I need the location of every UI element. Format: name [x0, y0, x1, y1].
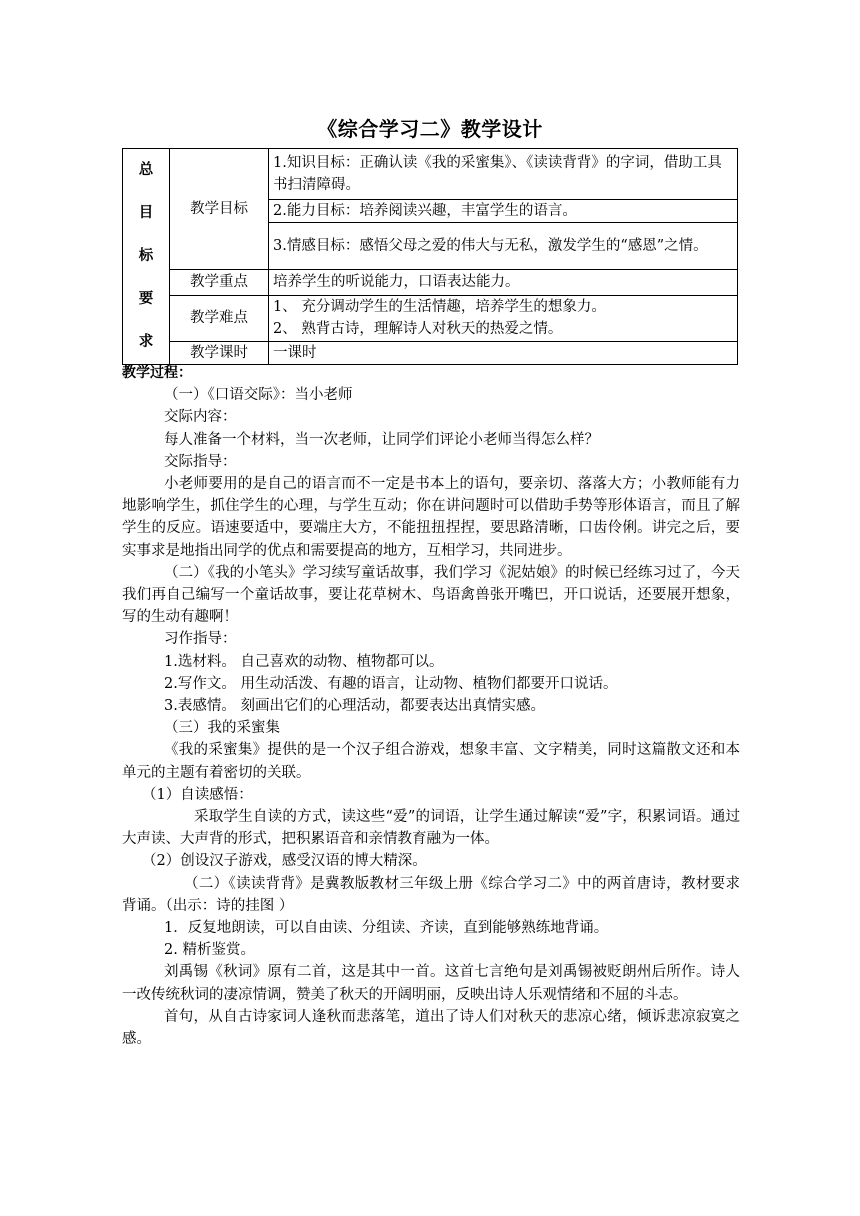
- hours-label: 教学课时: [170, 341, 269, 364]
- side-char: 要: [138, 291, 154, 307]
- document-title: 《综合学习二》教学设计: [317, 117, 543, 141]
- paragraph: 刘禹锡《秋词》原有二首，这是其中一首。这首七言绝句是刘禹锡被贬朗州后所作。诗人一改传统秋词的凄凉情调，赞美了秋天的开阔明丽，反映出诗人乐观情绪和不屈的斗志。: [122, 964, 740, 1003]
- focus-text: 培养学生的听说能力，口语表达能力。: [269, 270, 738, 295]
- list-item: 1.选材料。 自己喜欢的动物、植物都可以。: [164, 653, 444, 670]
- paragraph: 首句，从自古诗家词人逢秋而悲落笔，道出了诗人们对秋天的悲凉心绪，倾诉悲凉寂寞之感。: [122, 1008, 740, 1048]
- sub-label: 交际内容：: [164, 409, 237, 426]
- goal-item: 2.能力目标：培养阅读兴趣，丰富学生的语言。: [269, 199, 738, 222]
- sub-label: （2）创设汉子游戏，感受汉语的博大精深。: [142, 853, 427, 870]
- list-item: 3.表感情。 刻画出它们的心理活动，都要表达出真情实感。: [164, 698, 545, 715]
- document-body: [122, 362, 740, 1050]
- side-char: 目: [138, 205, 154, 221]
- goal-item: 1.知识目标：正确认读《我的采蜜集》、《读读背背》的字词，借助工具书扫清障碍。: [269, 149, 738, 200]
- sub-label: 习作指导：: [164, 631, 237, 648]
- paragraph: （二）《我的小笔头》学习续写童话故事，我们学习《泥姑娘》的时候已经练习过了，今天我们再自己编写一个童话故事，要让花草树木、鸟语禽兽张开嘴巴，开口说话，还要展开想象，写的生动有趣啊！: [122, 564, 740, 626]
- difficulty-item: 2、 熟背古诗，理解诗人对秋天的热爱之情。: [273, 321, 563, 338]
- difficulty-item: 1、 充分调动学生的生活情趣，培养学生的想象力。: [273, 299, 606, 316]
- side-label-cell: [123, 149, 170, 365]
- goal-label: 教学目标: [170, 149, 269, 270]
- paragraph: 小老师要用的是自己的语言而不一定是书本上的语句，要亲切、落落大方；小教师能有力地影响学生，抓住学生的心理，与学生互动；你在讲问题时可以借助手势等形体语言，而且了解学生的反应。语速要适中，要端庄大方，不能扭扭捏捏，要思路清晰，口齿伶俐。讲完之后，要实事求是地指出同学的优点和需要提高的地方，互相学习，共同进步。: [122, 476, 740, 559]
- section-title: （一）《口语交际》：当小老师: [164, 387, 353, 404]
- goals-table: [122, 148, 738, 365]
- hours-text: 一课时: [269, 341, 738, 364]
- side-char: 总: [138, 162, 154, 178]
- section-title: （三）我的采蜜集: [164, 720, 280, 737]
- paragraph: 《我的采蜜集》提供的是一个汉子组合游戏，想象丰富、文字精美，同时这篇散文还和本单元的主题有着密切的关联。: [122, 742, 740, 781]
- paragraph: 每人准备一个材料，当一次老师，让同学们评论小老师当得怎么样？: [164, 431, 599, 448]
- focus-label: 教学重点: [170, 270, 269, 295]
- goal-item: 3.情感目标：感悟父母之爱的伟大与无私，激发学生的“感恩”之情。: [269, 223, 738, 270]
- difficulty-cell: [269, 295, 738, 341]
- difficulty-label: 教学难点: [170, 295, 269, 341]
- sub-label: （1）自读感悟：: [142, 786, 253, 803]
- list-item: 1．反复地朗读，可以自由读、分组读、齐读，直到能够熟练地背诵。: [164, 920, 609, 937]
- sub-label: 交际指导：: [164, 453, 237, 470]
- paragraph: （二）《读读背背》是冀教版教材三年级上册《综合学习二》中的两首唐诗，教材要求背诵。（出示：诗的挂图 ）: [122, 875, 740, 914]
- side-char: 标: [138, 248, 154, 264]
- side-char: 求: [138, 334, 154, 350]
- list-item: 2.写作文。 用生动活泼、有趣的语言，让动物、植物们都要开口说话。: [164, 675, 618, 692]
- paragraph: 采取学生自读的方式，读这些“爱”的词语，让学生通过解读“爱”字，积累词语。通过大声读、大声背的形式，把积累语音和亲情教育融为一体。: [122, 809, 740, 848]
- process-heading: 教学过程：: [122, 365, 192, 381]
- list-item: 2. 精析鉴赏。: [164, 942, 255, 959]
